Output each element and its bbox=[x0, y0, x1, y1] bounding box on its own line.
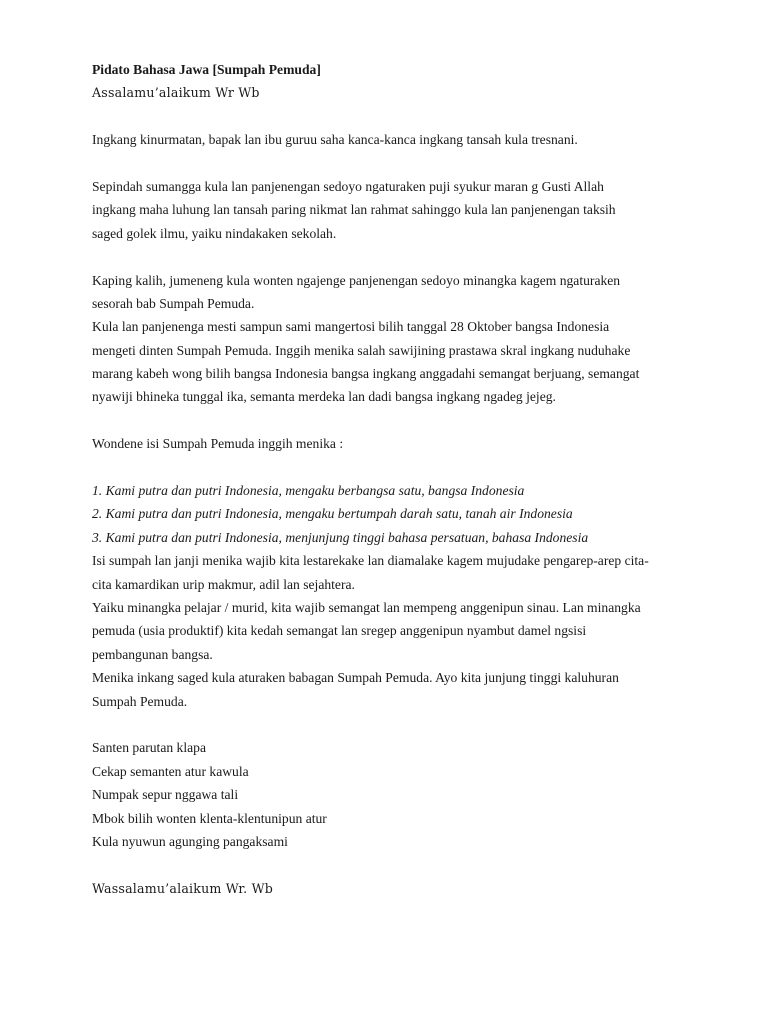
pantun bbox=[92, 736, 692, 853]
pantun-line: Mbok bilih wonten klenta-klentunipun atur bbox=[92, 810, 327, 826]
paragraph-gratitude bbox=[92, 175, 692, 245]
spacer bbox=[92, 152, 692, 175]
closing-greeting: Wassalamu’alaikum Wr. Wb bbox=[92, 880, 273, 896]
paragraph-line: Menika inkang saged kula aturaken babagan Sumpah Pemuda. Ayo kita junjung tinggi kaluhuran bbox=[92, 670, 619, 686]
paragraph-line: marang kabeh wong bilih bangsa Indonesia bangsa ingkang anggadahi semangat berjuang, semangat bbox=[92, 366, 640, 382]
paragraph-line: Kaping kalih, jumeneng kula wonten ngajenge panjenengan sedoyo minangka kagem ngaturaken bbox=[92, 272, 621, 288]
spacer bbox=[92, 456, 692, 479]
document-title: Pidato Bahasa Jawa [Sumpah Pemuda] bbox=[92, 62, 321, 77]
paragraph-line: Kula lan panjenenga mesti sampun sami mangertosi bilih tanggal 28 Oktober bangsa Indonesia bbox=[92, 319, 610, 335]
paragraph-sumpah-pemuda bbox=[92, 269, 692, 409]
paragraph-line: sesorah bab Sumpah Pemuda. bbox=[92, 295, 255, 311]
paragraph-line: Isi sumpah lan janji menika wajib kita lestarekake lan diamalake kagem mujudake pengarep-arep cita- bbox=[92, 553, 649, 569]
salutation-line: Ingkang kinurmatan, bapak lan ibu guruu saha kanca-kanca ingkang tansah kula tresnani. bbox=[92, 132, 578, 148]
pantun-line: Kula nyuwun agunging pangaksami bbox=[92, 833, 288, 849]
oath-list bbox=[92, 479, 692, 549]
pantun-line: Cekap semanten atur kawula bbox=[92, 763, 249, 779]
paragraph-line: Sepindah sumangga kula lan panjenengan sedoyo ngaturaken puji syukur maran g Gusti Allah bbox=[92, 178, 604, 194]
spacer bbox=[92, 713, 692, 736]
paragraph-line: ingkang maha luhung lan tansah paring nikmat lan rahmat sahinggo kula lan panjenengan taksih bbox=[92, 202, 616, 218]
oath-item: 1. Kami putra dan putri Indonesia, mengaku berbangsa satu, bangsa Indonesia bbox=[92, 483, 525, 499]
spacer bbox=[92, 105, 692, 128]
paragraph-line: Sumpah Pemuda. bbox=[92, 693, 188, 709]
spacer bbox=[92, 245, 692, 268]
paragraph-line: saged golek ilmu, yaiku nindakaken sekolah. bbox=[92, 225, 337, 241]
paragraph-line: nyawiji bhineka tunggal ika, semanta merdeka lan dadi bangsa ingkang ngadeg jejeg. bbox=[92, 389, 556, 405]
paragraph-line: pemuda (usia produktif) kita kedah semangat lan sregep anggenipun nyambut damel ngsisi bbox=[92, 623, 587, 639]
document-page bbox=[92, 58, 692, 900]
paragraph-line: mengeti dinten Sumpah Pemuda. Inggih menika salah sawijining prastawa skral ingkang nuduhake bbox=[92, 342, 631, 358]
oath-intro: Wondene isi Sumpah Pemuda inggih menika : bbox=[92, 436, 344, 452]
oath-item: 2. Kami putra dan putri Indonesia, mengaku bertumpah darah satu, tanah air Indonesia bbox=[92, 506, 573, 522]
paragraph-closing-remarks bbox=[92, 549, 692, 713]
spacer bbox=[92, 853, 692, 876]
paragraph-line: pembangunan bangsa. bbox=[92, 646, 213, 662]
oath-item: 3. Kami putra dan putri Indonesia, menjunjung tinggi bahasa persatuan, bahasa Indonesia bbox=[92, 529, 589, 545]
opening-greeting: Assalamu’alaikum Wr Wb bbox=[92, 85, 260, 101]
paragraph-line: cita kamardikan urip makmur, adil lan sejahtera. bbox=[92, 576, 355, 592]
paragraph-line: Yaiku minangka pelajar / murid, kita wajib semangat lan mempeng anggenipun sinau. Lan minangka bbox=[92, 599, 641, 615]
pantun-line: Santen parutan klapa bbox=[92, 740, 206, 756]
pantun-line: Numpak sepur nggawa tali bbox=[92, 787, 239, 803]
spacer bbox=[92, 409, 692, 432]
